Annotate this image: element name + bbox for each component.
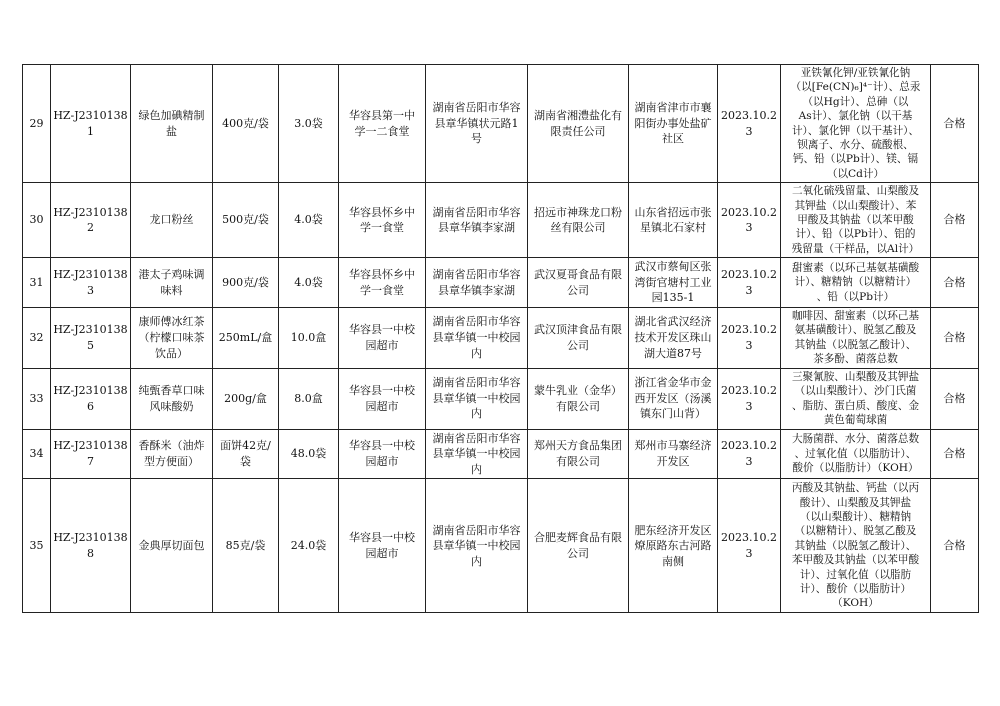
cell-test-items: 亚铁氰化钾/亚铁氰化钠 （以[Fe(CN)₆]⁴⁻计）、总汞 （以Hg计）、总砷（以 As计）、氯化钠（以干基 计）、氯化钾（以干基计）、 钡离子、水分、硫酸根、 钙、铅（以Pb计）、镁、镉 （以Cd计）: [781, 65, 931, 183]
cell-test-items: 甜蜜素（以环己基氨基磺酸 计）、糖精钠（以糖精计） 、铅（以Pb计）: [781, 258, 931, 308]
cell-no: 31: [23, 258, 51, 308]
table-row: [23, 368, 979, 429]
cell-no: 33: [23, 368, 51, 429]
cell-producer: 郑州天方食品集团 有限公司: [528, 429, 629, 479]
table-row: [23, 65, 979, 183]
cell-sampled-address: 湖南省岳阳市华容 县章华镇一中校园 内: [426, 368, 528, 429]
cell-test-items: 咖啡因、甜蜜素（以环己基 氨基磺酸计）、脱氢乙酸及 其钠盐（以脱氢乙酸计）、 茶多酚、菌落总数: [781, 308, 931, 369]
cell-product-name: 港太子鸡味调 味料: [131, 258, 213, 308]
cell-sampled-address: 湖南省岳阳市华容 县章华镇状元路1 号: [426, 65, 528, 183]
cell-sample-code: HZ-J23101388: [51, 479, 131, 613]
cell-product-name: 绿色加碘精制 盐: [131, 65, 213, 183]
cell-producer: 合肥麦辉食品有限 公司: [528, 479, 629, 613]
cell-product-name: 金典厚切面包: [131, 479, 213, 613]
cell-test-items: 二氧化硫残留量、山梨酸及 其钾盐（以山梨酸计）、苯 甲酸及其钠盐（以苯甲酸 计）、铅（以Pb计）、铝的 残留量（干样品，以Al计）: [781, 183, 931, 258]
cell-sample-code: HZ-J23101381: [51, 65, 131, 183]
table-row: [23, 429, 979, 479]
cell-spec: 250mL/盒: [213, 308, 279, 369]
table-row: [23, 258, 979, 308]
cell-producer-address: 浙江省金华市金 西开发区（汤溪 镇东门山背）: [629, 368, 718, 429]
cell-result: 合格: [931, 258, 979, 308]
cell-spec: 500克/袋: [213, 183, 279, 258]
table-row: [23, 308, 979, 369]
cell-date: 2023.10.23: [718, 258, 781, 308]
cell-spec: 900克/袋: [213, 258, 279, 308]
cell-sampled-address: 湖南省岳阳市华容 县章华镇李家湖: [426, 258, 528, 308]
cell-spec: 400克/袋: [213, 65, 279, 183]
cell-producer-address: 郑州市马寨经济 开发区: [629, 429, 718, 479]
cell-sample-code: HZ-J23101386: [51, 368, 131, 429]
cell-quantity: 24.0袋: [279, 479, 339, 613]
cell-producer: 武汉顶津食品有限 公司: [528, 308, 629, 369]
cell-result: 合格: [931, 308, 979, 369]
cell-producer: 蒙牛乳业（金华） 有限公司: [528, 368, 629, 429]
table-row: [23, 183, 979, 258]
cell-product-name: 纯甄香草口味 风味酸奶: [131, 368, 213, 429]
cell-no: 34: [23, 429, 51, 479]
cell-date: 2023.10.23: [718, 65, 781, 183]
cell-quantity: 4.0袋: [279, 258, 339, 308]
cell-date: 2023.10.23: [718, 368, 781, 429]
cell-test-items: 丙酸及其钠盐、钙盐（以丙 酸计）、山梨酸及其钾盐 （以山梨酸计）、糖精钠 （以糖精计）、脱氢乙酸及 其钠盐（以脱氢乙酸计）、 苯甲酸及其钠盐（以苯甲酸 计）、过氧化值（以脂肪 计）、酸价（以脂肪计） （KOH）: [781, 479, 931, 613]
cell-quantity: 3.0袋: [279, 65, 339, 183]
cell-sampled-address: 湖南省岳阳市华容 县章华镇李家湖: [426, 183, 528, 258]
cell-result: 合格: [931, 183, 979, 258]
cell-date: 2023.10.23: [718, 183, 781, 258]
cell-producer: 招远市神珠龙口粉 丝有限公司: [528, 183, 629, 258]
cell-result: 合格: [931, 65, 979, 183]
cell-spec: 200g/盒: [213, 368, 279, 429]
cell-producer-address: 武汉市蔡甸区张 湾街官塘村工业 园135-1: [629, 258, 718, 308]
cell-sampled-address: 湖南省岳阳市华容 县章华镇一中校园 内: [426, 308, 528, 369]
cell-product-name: 康师傅冰红茶 （柠檬口味茶 饮品）: [131, 308, 213, 369]
cell-date: 2023.10.23: [718, 479, 781, 613]
cell-quantity: 48.0袋: [279, 429, 339, 479]
cell-quantity: 10.0盒: [279, 308, 339, 369]
cell-sampled-unit: 华容县一中校 园超市: [339, 368, 426, 429]
inspection-results-table: [22, 64, 979, 613]
cell-date: 2023.10.23: [718, 429, 781, 479]
cell-quantity: 4.0袋: [279, 183, 339, 258]
cell-sampled-unit: 华容县一中校 园超市: [339, 308, 426, 369]
cell-no: 32: [23, 308, 51, 369]
cell-product-name: 香酥米（油炸 型方便面）: [131, 429, 213, 479]
cell-sampled-unit: 华容县怀乡中 学一食堂: [339, 183, 426, 258]
cell-sampled-address: 湖南省岳阳市华容 县章华镇一中校园 内: [426, 479, 528, 613]
cell-sampled-unit: 华容县一中校 园超市: [339, 479, 426, 613]
cell-result: 合格: [931, 479, 979, 613]
cell-result: 合格: [931, 429, 979, 479]
cell-spec: 85克/袋: [213, 479, 279, 613]
cell-test-items: 三聚氰胺、山梨酸及其钾盐 （以山梨酸计）、沙门氏菌 、脂肪、蛋白质、酸度、金 黄色葡萄球菌: [781, 368, 931, 429]
cell-producer-address: 山东省招远市张 星镇北石家村: [629, 183, 718, 258]
cell-no: 30: [23, 183, 51, 258]
cell-sampled-unit: 华容县第一中 学一二食堂: [339, 65, 426, 183]
cell-sample-code: HZ-J23101383: [51, 258, 131, 308]
cell-producer: 湖南省湘澧盐化有 限责任公司: [528, 65, 629, 183]
cell-producer-address: 肥东经济开发区 燎原路东古河路 南侧: [629, 479, 718, 613]
cell-producer: 武汉夏哥食品有限 公司: [528, 258, 629, 308]
cell-sampled-address: 湖南省岳阳市华容 县章华镇一中校园 内: [426, 429, 528, 479]
cell-product-name: 龙口粉丝: [131, 183, 213, 258]
cell-spec: 面饼42克/ 袋: [213, 429, 279, 479]
cell-no: 29: [23, 65, 51, 183]
cell-producer-address: 湖北省武汉经济 技术开发区珠山 湖大道87号: [629, 308, 718, 369]
cell-sample-code: HZ-J23101387: [51, 429, 131, 479]
cell-quantity: 8.0盒: [279, 368, 339, 429]
cell-test-items: 大肠菌群、水分、菌落总数 、过氧化值（以脂肪计）、 酸价（以脂肪计）（KOH）: [781, 429, 931, 479]
cell-sampled-unit: 华容县一中校 园超市: [339, 429, 426, 479]
cell-sampled-unit: 华容县怀乡中 学一食堂: [339, 258, 426, 308]
cell-no: 35: [23, 479, 51, 613]
cell-result: 合格: [931, 368, 979, 429]
table-row: [23, 479, 979, 613]
cell-date: 2023.10.23: [718, 308, 781, 369]
cell-sample-code: HZ-J23101385: [51, 308, 131, 369]
cell-producer-address: 湖南省津市市襄 阳街办事处盐矿 社区: [629, 65, 718, 183]
cell-sample-code: HZ-J23101382: [51, 183, 131, 258]
